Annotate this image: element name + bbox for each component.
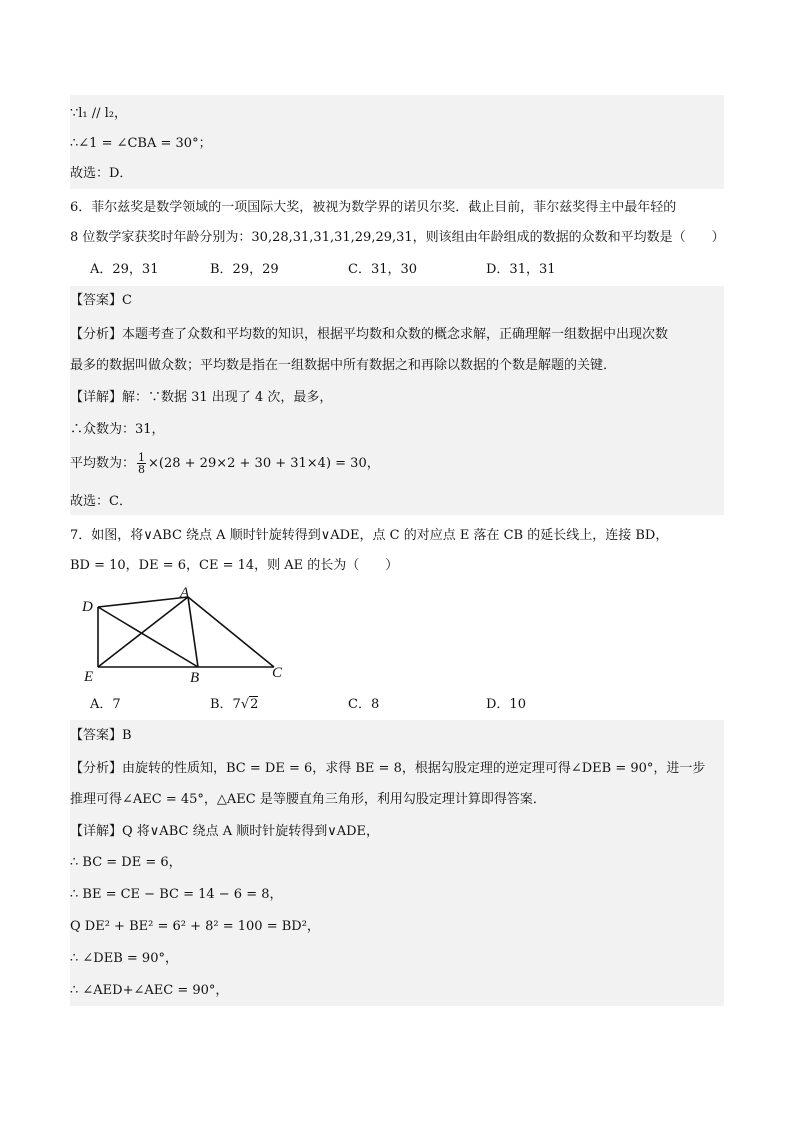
q7-detail-line-4: Q DE² + BE² = 6² + 8² = 100 = BD²， bbox=[70, 919, 320, 934]
q6-analysis-line-1: 【分析】本题考查了众数和平均数的知识，根据平均数和众数的概念求解，正确理解一组数据中出现次数 bbox=[70, 327, 669, 342]
label-C: C bbox=[272, 665, 283, 681]
q6-answer: 【答案】C bbox=[70, 293, 132, 308]
q7-analysis-line-1: 【分析】由旋转的性质知，BC = DE = 6，求得 BE = 8，根据勾股定理的逆定理可得∠DEB = 90°，进一步 bbox=[70, 761, 706, 776]
q6-option-c: C．31，30 bbox=[348, 262, 418, 277]
q6-fraction bbox=[137, 452, 146, 475]
q7-detail-line-2: ∴ BC = DE = 6， bbox=[70, 855, 182, 870]
q7-detail-line-5: ∴ ∠DEB = 90°， bbox=[70, 951, 178, 966]
segment-AB bbox=[188, 597, 198, 667]
q7-stem-line-1: 7．如图，将∨ABC 绕点 A 顺时针旋转得到∨ADE，点 C 的对应点 E 落在 CB 的延长线上，连接 BD， bbox=[70, 528, 669, 543]
q6-analysis-line-2: 最多的数据叫做众数；平均数是指在一组数据中所有数据之和再除以数据的个数是解题的关键． bbox=[70, 358, 617, 373]
segment-DA bbox=[98, 597, 188, 607]
q6-option-b: B．29，29 bbox=[210, 262, 279, 277]
q6-mean-label: 平均数为： bbox=[70, 456, 136, 471]
q7-option-a: A．7 bbox=[90, 697, 121, 712]
q6-option-d: D．31，31 bbox=[486, 262, 556, 277]
q7-answer: 【答案】B bbox=[70, 728, 132, 743]
q6-detail-line-2: ∴众数为：31， bbox=[70, 422, 165, 437]
q7-stem-line-2: BD = 10，DE = 6，CE = 14，则 AE 的长为（ ） bbox=[70, 558, 399, 573]
q7-detail-line-6: ∴ ∠AED+∠AEC = 90°， bbox=[70, 983, 229, 998]
q7-option-d: D．10 bbox=[486, 697, 526, 712]
sqrt-icon: √ bbox=[240, 697, 250, 712]
q6-option-a: A．29，31 bbox=[90, 262, 159, 277]
q6-fraction-denominator: 8 bbox=[138, 463, 146, 476]
q6-mean-expression: ×(28 + 29×2 + 30 + 31×4) = 30， bbox=[148, 456, 380, 471]
q6-mean-formula bbox=[70, 449, 724, 479]
segment-AC bbox=[188, 597, 274, 667]
label-B: B bbox=[190, 670, 200, 685]
q6-stem-line-2: 8 位数学家获奖时年龄分别为：30,28,31,31,31,29,29,31，则该组由年龄组成的数据的众数和平均数是（ ） bbox=[70, 230, 725, 245]
segment-EA bbox=[98, 597, 188, 667]
prev-line-1: ∵l₁ // l₂， bbox=[70, 106, 128, 121]
q7-analysis-line-2: 推理可得∠AEC = 45°，△AEC 是等腰直角三角形，利用勾股定理计算即得答案． bbox=[70, 792, 546, 807]
q6-detail-line-1: 【详解】解：∵数据 31 出现了 4 次，最多， bbox=[70, 390, 333, 405]
q7-option-b-radicand: 2 bbox=[250, 697, 259, 712]
q7-option-b-label: B．7 bbox=[210, 697, 241, 712]
q6-stem-line-1: 6．菲尔兹奖是数学领域的一项国际大奖，被视为数学界的诺贝尔奖．截止目前，菲尔兹奖得主中最年轻的 bbox=[70, 200, 677, 215]
q7-detail-line-3: ∴ BE = CE − BC = 14 − 6 = 8， bbox=[70, 887, 283, 902]
label-D: D bbox=[82, 599, 93, 615]
q7-option-b bbox=[210, 696, 258, 714]
q6-fraction-numerator: 1 bbox=[138, 451, 146, 464]
q6-detail-line-4: 故选：C． bbox=[70, 494, 132, 509]
label-A: A bbox=[180, 585, 190, 601]
q7-detail-line-1: 【详解】Q 将∨ABC 绕点 A 顺时针旋转得到∨ADE， bbox=[70, 824, 380, 839]
segment-DB bbox=[98, 607, 198, 667]
label-E: E bbox=[84, 669, 94, 685]
q7-geometry-figure bbox=[78, 585, 298, 685]
prev-line-2: ∴∠1 = ∠CBA = 30°； bbox=[70, 136, 212, 151]
prev-line-3: 故选：D． bbox=[70, 166, 133, 181]
q7-option-c: C．8 bbox=[348, 697, 380, 712]
